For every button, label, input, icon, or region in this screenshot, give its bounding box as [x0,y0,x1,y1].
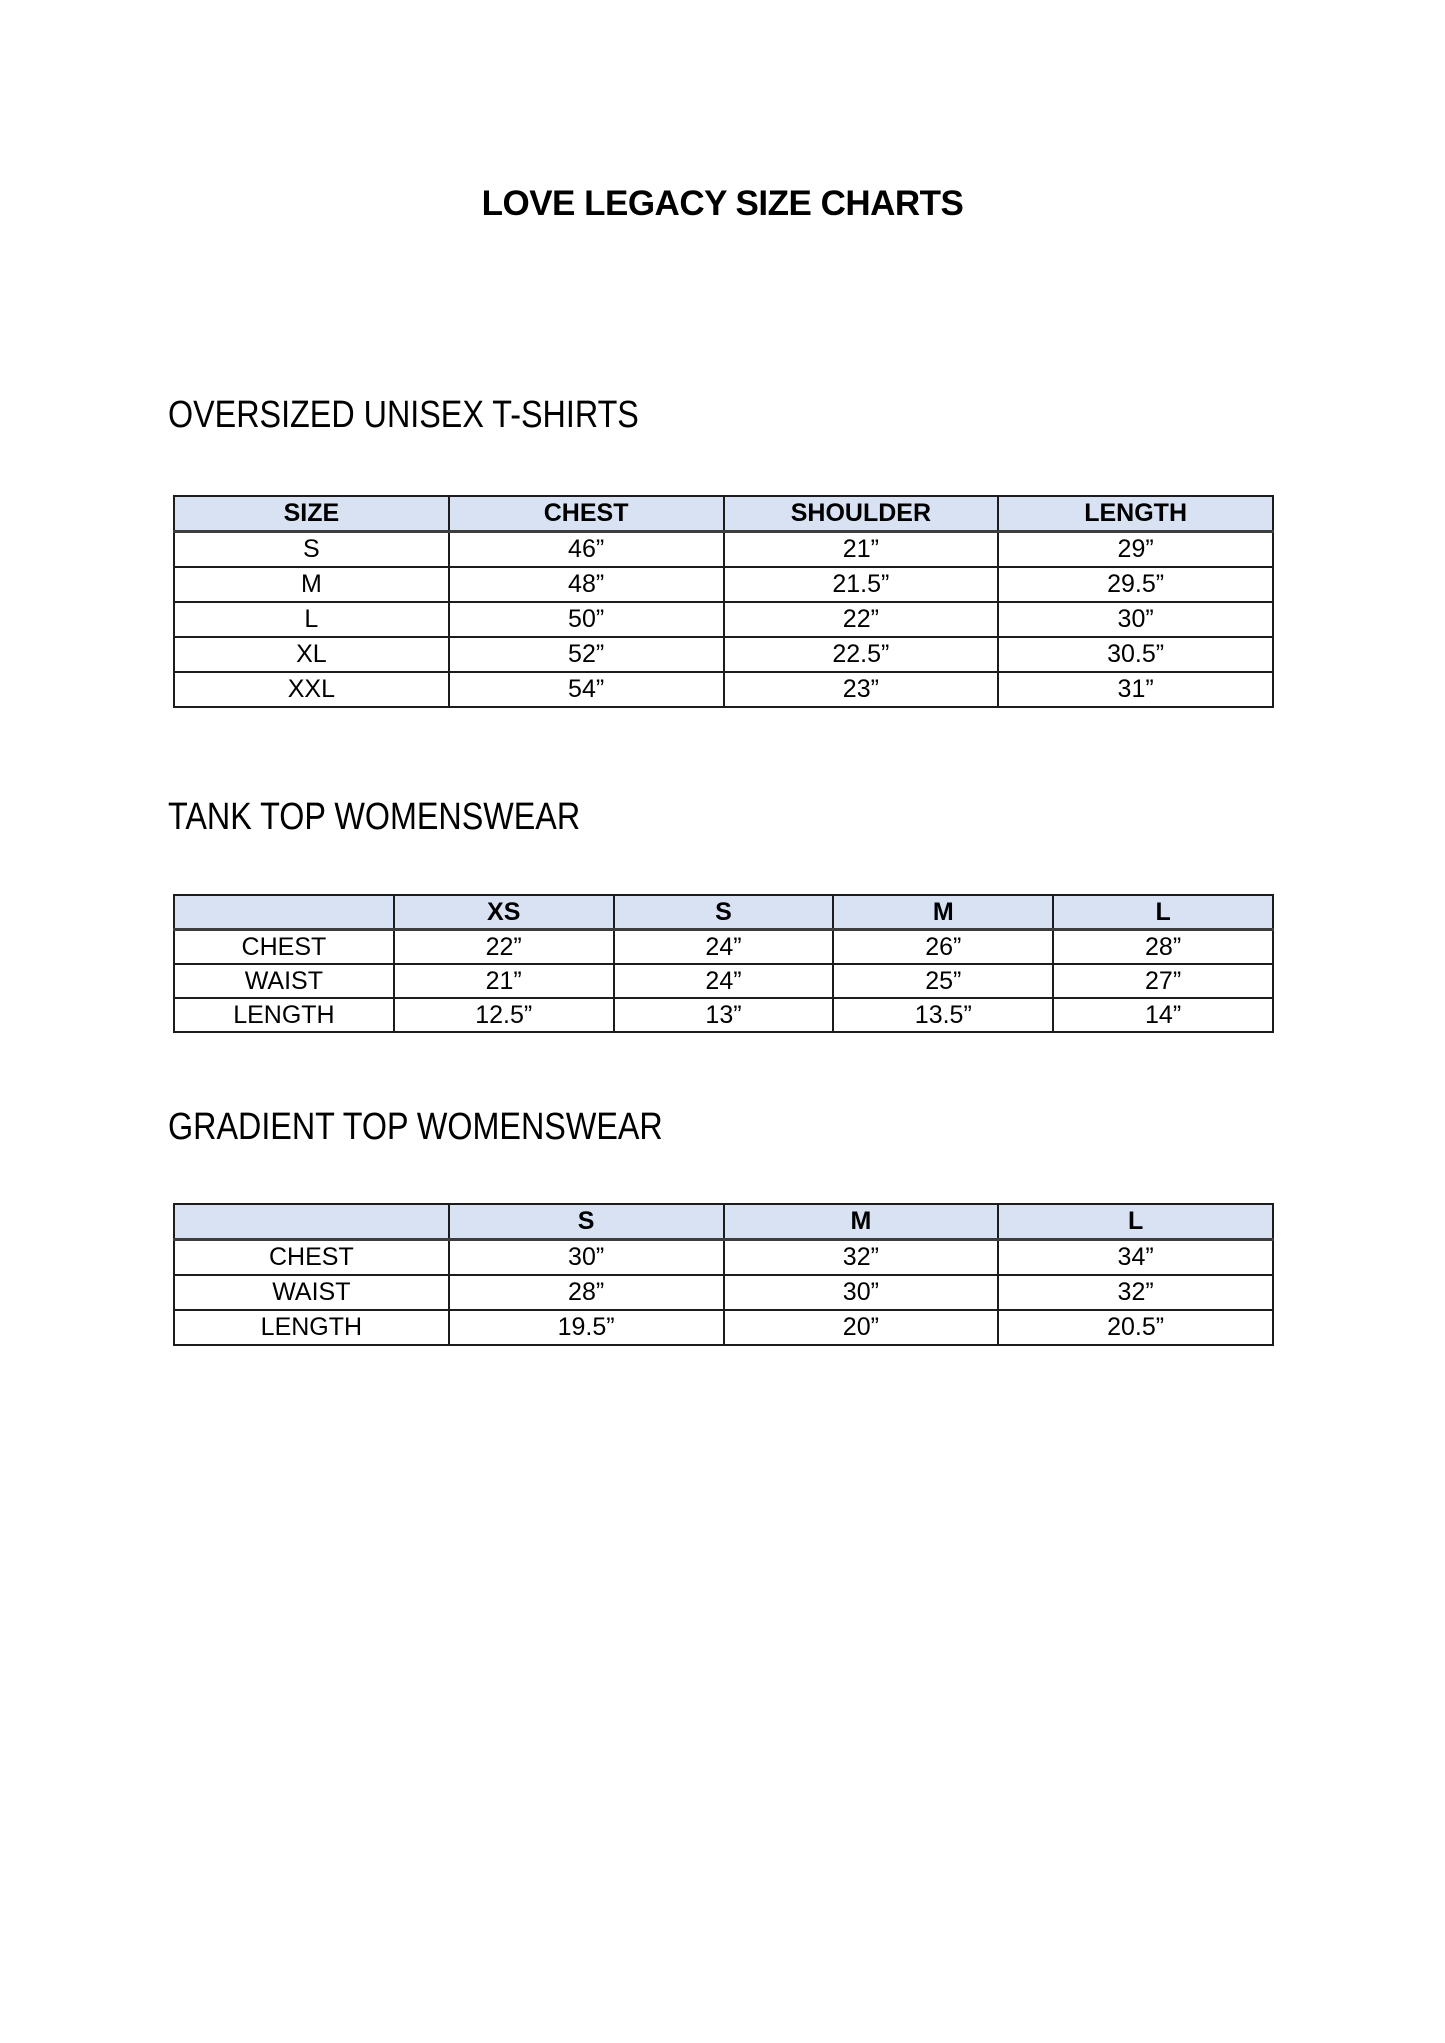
table-cell: 32” [998,1275,1273,1310]
column-header-blank [174,1204,449,1240]
table-cell: 28” [449,1275,724,1310]
column-header-shoulder: SHOULDER [724,496,999,532]
table-header-row [174,895,1273,930]
table-row [174,964,1273,998]
table-cell-measure: LENGTH [174,998,394,1032]
table-cell: 29.5” [998,567,1273,602]
table-cell: 24” [614,930,834,965]
table-cell: 50” [449,602,724,637]
table-cell: 31” [998,672,1273,707]
table-cell: 24” [614,964,834,998]
table-cell: 26” [833,930,1053,965]
table-row [174,637,1273,672]
table-row [174,1240,1273,1276]
table-row [174,672,1273,707]
table-cell-size: S [174,532,449,568]
size-chart-table-gradient-top-womenswear [173,1203,1274,1346]
column-header-s: S [449,1204,724,1240]
size-chart-table-tank-top-womenswear [173,894,1274,1033]
table-cell-measure: WAIST [174,964,394,998]
table-row [174,930,1273,965]
table-cell: 19.5” [449,1310,724,1345]
table-row [174,567,1273,602]
table-cell: 21” [724,532,999,568]
column-header-s: S [614,895,834,930]
table-cell: 30” [998,602,1273,637]
table-cell: 34” [998,1240,1273,1276]
size-chart-table-oversized-unisex-tshirts [173,495,1274,708]
table-cell-size: L [174,602,449,637]
table-cell: 14” [1053,998,1273,1032]
table-cell: 27” [1053,964,1273,998]
table-cell: 20” [724,1310,999,1345]
table-cell: 30” [724,1275,999,1310]
column-header-l: L [1053,895,1273,930]
column-header-chest: CHEST [449,496,724,532]
table-row [174,602,1273,637]
table-cell-measure: LENGTH [174,1310,449,1345]
table-row [174,532,1273,568]
table-cell: 22” [394,930,614,965]
column-header-m: M [833,895,1053,930]
table-row [174,1310,1273,1345]
table-cell: 25” [833,964,1053,998]
table-cell: 52” [449,637,724,672]
table-cell: 30” [449,1240,724,1276]
column-header-m: M [724,1204,999,1240]
section-heading-oversized-unisex-tshirts: OVERSIZED UNISEX T-SHIRTS [168,394,639,436]
table-row [174,998,1273,1032]
table-row [174,1275,1273,1310]
table-cell: 48” [449,567,724,602]
table-cell: 13” [614,998,834,1032]
table-cell: 23” [724,672,999,707]
table-cell: 22.5” [724,637,999,672]
table-cell: 32” [724,1240,999,1276]
section-heading-tank-top-womenswear: TANK TOP WOMENSWEAR [168,796,581,838]
column-header-l: L [998,1204,1273,1240]
table-cell-size: XXL [174,672,449,707]
table-cell-measure: CHEST [174,1240,449,1276]
table-cell: 28” [1053,930,1273,965]
table-cell-size: M [174,567,449,602]
table-header-row [174,496,1273,532]
table-cell: 20.5” [998,1310,1273,1345]
table-cell: 30.5” [998,637,1273,672]
table-header-row [174,1204,1273,1240]
table-cell: 12.5” [394,998,614,1032]
document-title: LOVE LEGACY SIZE CHARTS [481,184,964,223]
table-cell: 54” [449,672,724,707]
table-cell: 21.5” [724,567,999,602]
column-header-size: SIZE [174,496,449,532]
table-cell: 13.5” [833,998,1053,1032]
table-cell: 46” [449,532,724,568]
table-cell-size: XL [174,637,449,672]
column-header-length: LENGTH [998,496,1273,532]
column-header-xs: XS [394,895,614,930]
table-cell: 29” [998,532,1273,568]
table-cell-measure: WAIST [174,1275,449,1310]
section-heading-gradient-top-womenswear: GRADIENT TOP WOMENSWEAR [168,1106,663,1148]
table-cell-measure: CHEST [174,930,394,965]
column-header-blank [174,895,394,930]
table-cell: 22” [724,602,999,637]
table-cell: 21” [394,964,614,998]
